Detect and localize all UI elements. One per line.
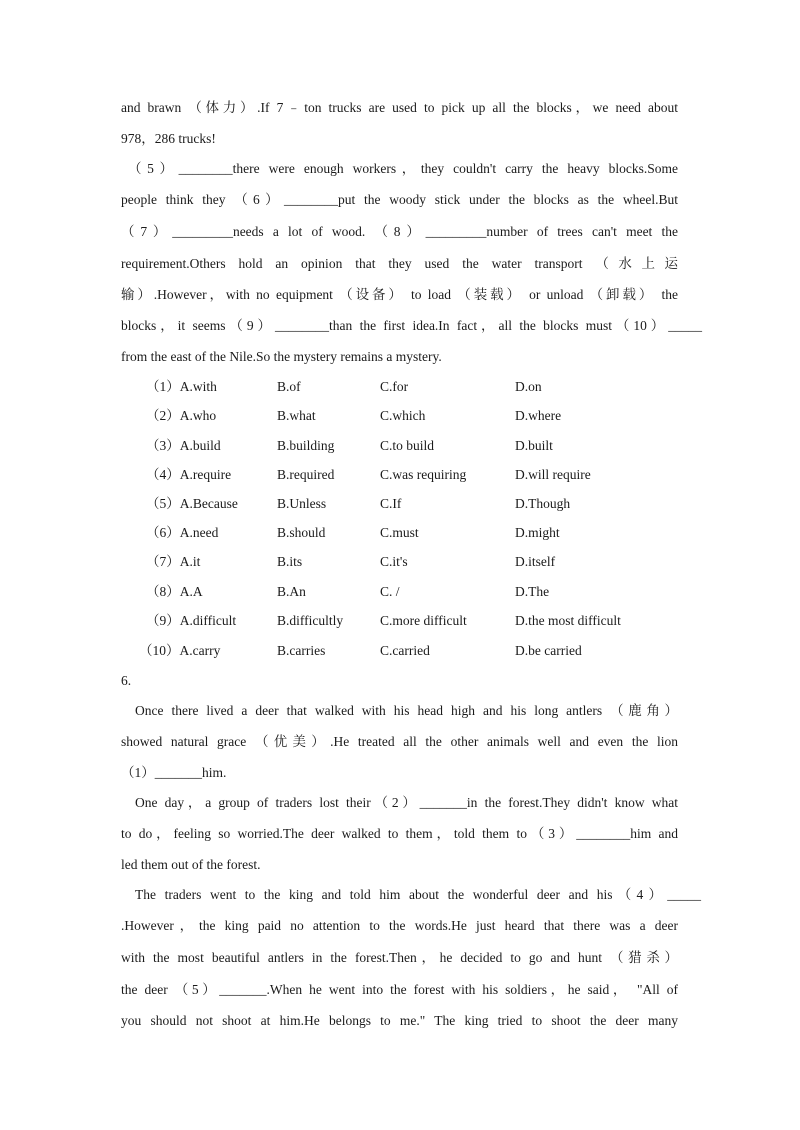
option-a: （8）A.A — [146, 584, 203, 599]
option-a: （5）A.Because — [146, 496, 238, 511]
option-b: B.Unless — [277, 496, 327, 511]
passage-line: Once there lived a deer that walked with his head high and his long antlers （鹿角） — [135, 703, 678, 718]
option-b: B.difficultly — [277, 613, 344, 628]
option-c: C.must — [380, 525, 419, 540]
option-b: B.of — [277, 379, 301, 394]
option-b: B.should — [277, 525, 326, 540]
passage-line: （7）_________needs a lot of wood. （8）_________number of trees can't meet the — [121, 224, 678, 239]
option-a: （3）A.build — [146, 438, 221, 453]
option-a: （6）A.need — [146, 525, 219, 540]
passage-line: people think they （6）________put the woody stick under the blocks as the wheel.But — [121, 192, 678, 207]
passage-line: and brawn （体力）.If 7﹣ton trucks are used to pick up all the blocks，we need about — [121, 100, 678, 115]
passage-line: One day，a group of traders lost their（2）_______in the forest.They didn't know what — [135, 795, 678, 810]
passage-line: showed natural grace （优美）.He treated all the other animals well and even the lion — [121, 734, 678, 749]
option-c: C. / — [380, 584, 400, 599]
option-a: （9）A.difficult — [146, 613, 237, 628]
passage-line: blocks，it seems（9）________than the first idea.In fact，all the blocks must（10）_____ — [121, 318, 702, 333]
option-d: D.the most difficult — [515, 613, 621, 628]
option-c: C.was requiring — [380, 467, 467, 482]
passage-line: to do，feeling so worried.The deer walked to them，told them to（3）________him and — [121, 826, 678, 841]
option-d: D.built — [515, 438, 553, 453]
passage-line: .However，the king paid no attention to the words.He just heard that there was a deer — [121, 918, 678, 933]
passage-line: 978，286 trucks! — [121, 131, 216, 146]
option-d: D.where — [515, 408, 562, 423]
option-c: C.more difficult — [380, 613, 467, 628]
passage-line: The traders went to the king and told him about the wonderful deer and his（4）_____ — [135, 887, 701, 902]
option-a: （10）A.carry — [139, 643, 221, 658]
option-c: C.it's — [380, 554, 408, 569]
option-a: （1）A.with — [146, 379, 217, 394]
option-c: C.to build — [380, 438, 435, 453]
option-d: D.be carried — [515, 643, 582, 658]
option-b: B.required — [277, 467, 335, 482]
option-d: D.The — [515, 584, 550, 599]
passage-line: you should not shoot at him.He belongs to me." The king tried to shoot the deer many — [121, 1013, 678, 1028]
option-d: D.Though — [515, 496, 571, 511]
passage-line: from the east of the Nile.So the mystery remains a mystery. — [121, 349, 442, 364]
option-a: （4）A.require — [146, 467, 232, 482]
passage-line: （5）________there were enough workers，they couldn't carry the heavy blocks.Some — [128, 161, 678, 176]
option-c: C.which — [380, 408, 426, 423]
option-d: D.on — [515, 379, 542, 394]
passage-line: requirement.Others hold an opinion that they used the water transport （水上运 — [121, 256, 678, 271]
option-b: B.carries — [277, 643, 326, 658]
option-a: （2）A.who — [146, 408, 217, 423]
option-c: C.If — [380, 496, 402, 511]
question-number: 6. — [121, 673, 132, 688]
passage-line: （1）_______him. — [121, 765, 227, 780]
option-c: C.for — [380, 379, 409, 394]
option-d: D.might — [515, 525, 560, 540]
option-c: C.carried — [380, 643, 430, 658]
option-d: D.itself — [515, 554, 556, 569]
option-b: B.building — [277, 438, 335, 453]
passage-line: with the most beautiful antlers in the forest.Then，he decided to go and hunt （猎杀） — [121, 950, 678, 965]
passage-line: the deer （5）_______.When he went into the forest with his soldiers，he said， "All of — [121, 982, 678, 997]
option-a: （7）A.it — [146, 554, 201, 569]
option-b: B.what — [277, 408, 316, 423]
passage-line: led them out of the forest. — [121, 857, 261, 872]
option-b: B.its — [277, 554, 303, 569]
passage-line: 输）.However，with no equipment （设备） to load （装载） or unload （卸载） the — [121, 287, 678, 302]
option-b: B.An — [277, 584, 306, 599]
option-d: D.will require — [515, 467, 591, 482]
